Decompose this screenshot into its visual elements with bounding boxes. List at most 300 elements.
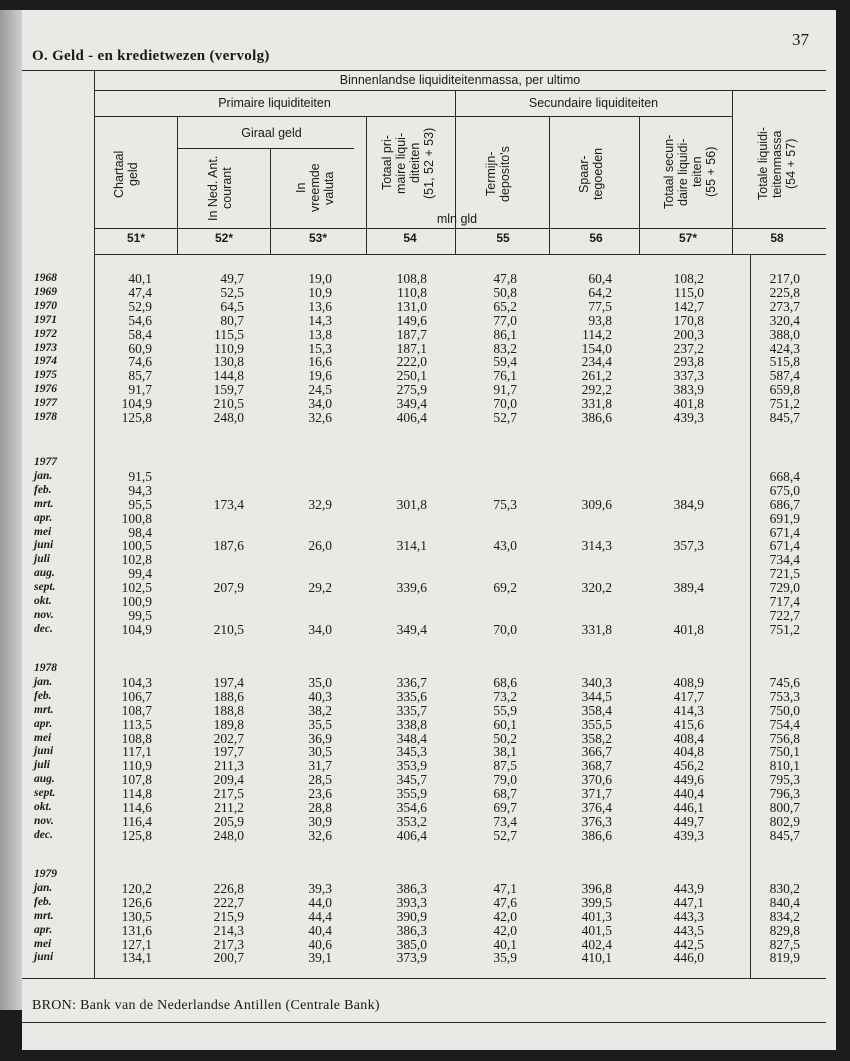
table-cell: 187,7 <box>396 326 427 342</box>
table-cell: 73,2 <box>493 688 517 704</box>
table-cell: 750,0 <box>769 702 800 718</box>
table-cell: 686,7 <box>769 496 800 512</box>
table-cell: 47,1 <box>493 880 517 896</box>
table-cell: 339,6 <box>396 580 427 596</box>
table-cell: 58,4 <box>128 326 152 342</box>
table-cell: 721,5 <box>769 566 800 582</box>
col-number-55: 55 <box>496 231 510 245</box>
table-cell: 214,3 <box>213 922 244 938</box>
table-cell: 40,3 <box>308 688 332 704</box>
table-cell: 16,6 <box>308 354 332 370</box>
table-cell: 237,2 <box>673 340 704 356</box>
table-cell: 415,6 <box>673 716 704 732</box>
table-cell: 845,7 <box>769 827 800 843</box>
header-main: Binnenlandse liquiditeitenmassa, per ultimo <box>339 73 581 87</box>
table-cell: 756,8 <box>769 730 800 746</box>
table-cell: 39,1 <box>308 950 332 966</box>
table-cell: 384,9 <box>673 496 704 512</box>
row-label: juni <box>34 951 54 964</box>
table-cell: 211,2 <box>214 800 244 815</box>
table-cell: 675,0 <box>769 482 800 498</box>
table-cell: 335,6 <box>396 688 427 704</box>
table-cell: 77,5 <box>588 298 612 314</box>
previous-page-edge <box>0 10 22 1010</box>
table-cell: 189,8 <box>213 716 244 732</box>
col-number-56: 56 <box>589 231 603 245</box>
table-cell: 515,8 <box>769 354 800 370</box>
header-main-rule <box>94 90 826 91</box>
table-cell: 32,6 <box>308 410 332 425</box>
table-cell: 210,5 <box>213 396 244 412</box>
table-cell: 69,7 <box>493 800 517 815</box>
table-cell: 24,5 <box>308 382 332 398</box>
col-53-label: In vreemde valuta <box>294 163 336 213</box>
table-cell: 38,2 <box>308 702 332 718</box>
table-cell: 446,0 <box>673 950 704 966</box>
col-number-58: 58 <box>770 231 784 245</box>
table-cell: 30,5 <box>308 744 332 760</box>
row-label: apr. <box>34 923 53 936</box>
table-cell: 386,3 <box>396 922 427 938</box>
table-cell: 373,9 <box>396 950 427 966</box>
table-cell: 64,2 <box>588 284 612 300</box>
table-cell: 32,9 <box>308 496 332 512</box>
table-cell: 401,8 <box>673 396 704 412</box>
table-cell: 60,1 <box>493 716 517 732</box>
table-cell: 354,6 <box>396 800 427 815</box>
col-number-51: 51* <box>126 231 146 245</box>
table-cell: 93,8 <box>588 312 612 328</box>
table-cell: 337,3 <box>673 368 704 384</box>
table-cell: 355,5 <box>581 716 612 732</box>
table-cell: 42,0 <box>493 922 517 938</box>
table-cell: 68,6 <box>493 674 517 690</box>
row-label: apr. <box>34 511 53 524</box>
table-cell: 110,9 <box>214 340 244 356</box>
table-cell: 408,9 <box>673 674 704 690</box>
table-cell: 668,4 <box>769 468 800 484</box>
row-label: apr. <box>34 717 53 730</box>
table-cell: 370,6 <box>581 772 612 788</box>
col-sep-3 <box>366 116 367 254</box>
table-cell: 376,3 <box>581 813 612 829</box>
table-cell: 293,8 <box>673 354 704 370</box>
table-cell: 60,9 <box>128 340 152 356</box>
header-secondary: Secundaire liquiditeiten <box>528 96 659 110</box>
table-cell: 751,2 <box>769 396 800 412</box>
table-cell: 800,7 <box>769 800 800 815</box>
table-cell: 401,5 <box>581 922 612 938</box>
table-cell: 404,8 <box>673 744 704 760</box>
table-cell: 819,9 <box>769 950 800 966</box>
table-cell: 659,8 <box>769 382 800 398</box>
col-55-label: Termijn- deposito's <box>484 146 512 202</box>
table-cell: 99,4 <box>128 566 152 582</box>
table-cell: 60,4 <box>588 271 612 286</box>
giraal-rule <box>177 148 354 149</box>
table-cell: 108,8 <box>396 271 427 286</box>
table-cell: 446,1 <box>673 800 704 815</box>
year-heading: 1977 <box>34 456 57 468</box>
table-cell: 796,3 <box>769 786 800 802</box>
table-cell: 134,1 <box>121 950 152 966</box>
table-cell: 449,6 <box>673 772 704 788</box>
header-primary: Primaire liquiditeiten <box>218 96 331 110</box>
table-cell: 125,8 <box>121 827 152 843</box>
table-cell: 210,5 <box>213 621 244 637</box>
table-cell: 671,4 <box>769 524 800 540</box>
table-cell: 722,7 <box>769 607 800 623</box>
table-cell: 386,3 <box>396 880 427 896</box>
row-label: mrt. <box>34 497 54 510</box>
table-cell: 52,7 <box>493 410 517 425</box>
table-cell: 371,7 <box>581 786 612 802</box>
table-cell: 83,2 <box>493 340 517 356</box>
row-label: 1972 <box>34 327 57 340</box>
col-number-54: 54 <box>403 231 417 245</box>
table-cell: 442,5 <box>673 936 704 952</box>
table-cell: 100,8 <box>121 510 152 526</box>
table-cell: 73,4 <box>493 813 517 829</box>
unit-label: mln gld <box>436 212 478 226</box>
table-cell: 120,2 <box>121 880 152 896</box>
table-cell: 77,0 <box>493 312 517 328</box>
table-cell: 154,0 <box>581 340 612 356</box>
table-cell: 331,8 <box>581 621 612 637</box>
table-cell: 587,4 <box>769 368 800 384</box>
table-cell: 345,7 <box>396 772 427 788</box>
row-label: feb. <box>34 483 52 496</box>
table-cell: 38,1 <box>493 744 517 760</box>
row-label: 1978 <box>34 411 57 423</box>
row-label: aug. <box>34 773 55 786</box>
table-cell: 386,6 <box>581 827 612 843</box>
table-cell: 248,0 <box>213 410 244 425</box>
table-cell: 389,4 <box>673 580 704 596</box>
table-cell: 301,8 <box>396 496 427 512</box>
col-58-label: Totale liquidi- teitenmassa (54 + 57) <box>756 127 798 201</box>
table-cell: 410,1 <box>581 950 612 966</box>
table-cell: 197,7 <box>213 744 244 760</box>
row-label: juli <box>34 759 50 772</box>
table-cell: 52,7 <box>493 827 517 843</box>
year-heading: 1978 <box>34 662 57 674</box>
table-cell: 40,1 <box>128 271 152 286</box>
table-cell: 211,3 <box>214 758 244 774</box>
table-cell: 13,8 <box>308 326 332 342</box>
table-cell: 108,7 <box>121 702 152 718</box>
table-cell: 205,9 <box>213 813 244 829</box>
table-cell: 217,0 <box>769 271 800 286</box>
table-cell: 19,6 <box>308 368 332 384</box>
table-cell: 47,4 <box>128 284 152 300</box>
table-cell: 187,1 <box>396 340 427 356</box>
col-sep-5 <box>549 116 550 254</box>
row-label: nov. <box>34 814 54 827</box>
table-cell: 447,1 <box>673 894 704 910</box>
row-label: okt. <box>34 595 52 607</box>
table-cell: 32,6 <box>308 827 332 843</box>
table-cell: 102,8 <box>121 552 152 568</box>
table-cell: 309,6 <box>581 496 612 512</box>
col-number-53: 53* <box>308 231 328 245</box>
table-cell: 399,5 <box>581 894 612 910</box>
table-cell: 443,5 <box>673 922 704 938</box>
table-cell: 87,5 <box>493 758 517 774</box>
table-cell: 336,7 <box>396 674 427 690</box>
table-cell: 408,4 <box>673 730 704 746</box>
table-cell: 188,6 <box>213 688 244 704</box>
table-cell: 70,0 <box>493 621 517 637</box>
table-cell: 344,5 <box>581 688 612 704</box>
table-cell: 368,7 <box>581 758 612 774</box>
table-cell: 127,1 <box>121 936 152 952</box>
table-cell: 59,4 <box>493 354 517 370</box>
row-label: dec. <box>34 828 53 841</box>
table-cell: 50,8 <box>493 284 517 300</box>
row-label: 1974 <box>34 355 57 368</box>
table-cell: 331,8 <box>581 396 612 412</box>
table-cell: 207,9 <box>213 580 244 596</box>
table-cell: 753,3 <box>769 688 800 704</box>
table-cell: 345,3 <box>396 744 427 760</box>
table-cell: 439,3 <box>673 410 704 425</box>
table-cell: 402,4 <box>581 936 612 952</box>
table-cell: 44,4 <box>308 908 332 924</box>
table-cell: 95,5 <box>128 496 152 512</box>
table-cell: 13,6 <box>308 298 332 314</box>
table-cell: 830,2 <box>769 880 800 896</box>
table-cell: 79,0 <box>493 772 517 788</box>
table-cell: 795,3 <box>769 772 800 788</box>
row-label: 1976 <box>34 383 57 396</box>
table-cell: 366,7 <box>581 744 612 760</box>
table-cell: 35,5 <box>308 716 332 732</box>
table-cell: 159,7 <box>213 382 244 398</box>
table-cell: 36,9 <box>308 730 332 746</box>
table-cell: 320,4 <box>769 312 800 328</box>
col-57-label: Totaal secun- daire liquidi- teiten (55 + 56) <box>662 134 718 210</box>
table-cell: 348,4 <box>396 730 427 746</box>
row-label: feb. <box>34 895 52 908</box>
table-cell: 449,7 <box>673 813 704 829</box>
table-cell: 320,2 <box>581 580 612 596</box>
table-cell: 104,3 <box>121 674 152 690</box>
table-cell: 85,7 <box>128 368 152 384</box>
row-label: 1973 <box>34 341 57 354</box>
table-cell: 35,9 <box>493 950 517 966</box>
table-cell: 338,8 <box>396 716 427 732</box>
row-label: jan. <box>34 675 53 688</box>
table-cell: 115,0 <box>674 284 704 300</box>
table-cell: 75,3 <box>493 496 517 512</box>
table-cell: 76,1 <box>493 368 517 384</box>
table-cell: 43,0 <box>493 538 517 554</box>
table-cell: 200,3 <box>673 326 704 342</box>
table-cell: 754,4 <box>769 716 800 732</box>
table-cell: 52,9 <box>128 298 152 314</box>
table-cell: 142,7 <box>673 298 704 314</box>
table-cell: 35,0 <box>308 674 332 690</box>
row-label: mei <box>34 731 52 744</box>
table-cell: 349,4 <box>396 621 427 637</box>
document-page <box>22 10 836 1050</box>
table-cell: 188,8 <box>213 702 244 718</box>
row-label: 1977 <box>34 397 57 410</box>
table-cell: 443,9 <box>673 880 704 896</box>
table-cell: 717,4 <box>769 594 800 609</box>
table-cell: 130,8 <box>213 354 244 370</box>
table-cell: 217,3 <box>213 936 244 952</box>
table-cell: 802,9 <box>769 813 800 829</box>
table-cell: 250,1 <box>396 368 427 384</box>
table-cell: 19,0 <box>308 271 332 286</box>
table-cell: 40,6 <box>308 936 332 952</box>
table-cell: 70,0 <box>493 396 517 412</box>
table-cell: 197,4 <box>213 674 244 690</box>
table-cell: 10,9 <box>308 284 332 300</box>
section-title: O. Geld - en kredietwezen (vervolg) <box>32 48 270 64</box>
table-cell: 340,3 <box>581 674 612 690</box>
table-cell: 55,9 <box>493 702 517 718</box>
table-cell: 388,0 <box>769 326 800 342</box>
table-cell: 376,4 <box>581 800 612 815</box>
table-cell: 47,6 <box>493 894 517 910</box>
table-cell: 110,9 <box>122 758 152 774</box>
table-cell: 125,8 <box>121 410 152 425</box>
table-cell: 15,3 <box>308 340 332 356</box>
table-cell: 406,4 <box>396 410 427 425</box>
table-cell: 810,1 <box>769 758 800 774</box>
table-cell: 226,8 <box>213 880 244 896</box>
table-cell: 353,9 <box>396 758 427 774</box>
table-cell: 691,9 <box>769 510 800 526</box>
table-cell: 261,2 <box>581 368 612 384</box>
table-cell: 845,7 <box>769 410 800 425</box>
row-label: 1970 <box>34 299 57 312</box>
col-sep-7 <box>732 90 733 254</box>
table-cell: 358,2 <box>581 730 612 746</box>
year-heading: 1979 <box>34 868 57 880</box>
table-cell: 44,0 <box>308 894 332 910</box>
col-51-label: Chartaal geld <box>112 150 140 198</box>
table-cell: 28,5 <box>308 772 332 788</box>
table-cell: 386,6 <box>581 410 612 425</box>
table-cell: 275,9 <box>396 382 427 398</box>
table-cell: 34,0 <box>308 396 332 412</box>
table-cell: 26,0 <box>308 538 332 554</box>
table-cell: 116,4 <box>122 813 152 829</box>
col-sep-4 <box>455 90 456 254</box>
table-cell: 50,2 <box>493 730 517 746</box>
row-label: nov. <box>34 608 54 621</box>
table-cell: 292,2 <box>581 382 612 398</box>
table-cell: 91,5 <box>128 468 152 484</box>
table-cell: 385,0 <box>396 936 427 952</box>
row-label: okt. <box>34 801 52 813</box>
table-cell: 217,5 <box>213 786 244 802</box>
table-cell: 390,9 <box>396 908 427 924</box>
table-cell: 106,7 <box>121 688 152 704</box>
table-cell: 104,9 <box>121 621 152 637</box>
row-label: mei <box>34 525 52 538</box>
table-cell: 222,7 <box>213 894 244 910</box>
table-cell: 108,8 <box>121 730 152 746</box>
col-number-57: 57* <box>678 231 698 245</box>
col-sep-2 <box>270 148 271 254</box>
table-cell: 91,7 <box>493 382 517 398</box>
row-label: dec. <box>34 622 53 635</box>
col-52-label: In Ned. Ant. courant <box>206 155 234 221</box>
header-sub-rule <box>94 116 732 117</box>
row-label: sept. <box>34 787 56 800</box>
table-cell: 456,2 <box>673 758 704 774</box>
table-cell: 414,3 <box>673 702 704 718</box>
table-cell: 200,7 <box>213 950 244 966</box>
table-cell: 396,8 <box>581 880 612 896</box>
table-cell: 40,4 <box>308 922 332 938</box>
table-cell: 353,2 <box>396 813 427 829</box>
row-label: jan. <box>34 881 53 894</box>
table-cell: 98,4 <box>128 524 152 540</box>
table-cell: 202,7 <box>213 730 244 746</box>
row-label: 1971 <box>34 313 57 326</box>
table-cell: 100,5 <box>121 538 152 554</box>
table-cell: 401,8 <box>673 621 704 637</box>
table-cell: 113,5 <box>122 716 152 732</box>
table-cell: 114,6 <box>122 800 152 815</box>
table-cell: 401,3 <box>581 908 612 924</box>
table-cell: 750,1 <box>769 744 800 760</box>
colnum-rule <box>94 254 826 255</box>
table-cell: 248,0 <box>213 827 244 843</box>
table-cell: 173,4 <box>213 496 244 512</box>
table-cell: 234,4 <box>581 354 612 370</box>
table-cell: 104,9 <box>121 396 152 412</box>
table-cell: 108,2 <box>673 271 704 286</box>
table-cell: 68,7 <box>493 786 517 802</box>
table-cell: 729,0 <box>769 580 800 596</box>
table-cell: 86,1 <box>493 326 517 342</box>
table-cell: 187,6 <box>213 538 244 554</box>
source-note: BRON: Bank van de Nederlandse Antillen (Centrale Bank) <box>32 998 380 1013</box>
table-cell: 114,2 <box>582 326 612 342</box>
table-cell: 439,3 <box>673 827 704 843</box>
table-cell: 99,5 <box>128 607 152 623</box>
table-cell: 131,0 <box>396 298 427 314</box>
table-cell: 734,4 <box>769 552 800 568</box>
table-cell: 49,7 <box>220 271 244 286</box>
table-cell: 144,8 <box>213 368 244 384</box>
table-cell: 417,7 <box>673 688 704 704</box>
table-cell: 30,9 <box>308 813 332 829</box>
table-cell: 393,3 <box>396 894 427 910</box>
table-cell: 170,8 <box>673 312 704 328</box>
table-cell: 222,0 <box>396 354 427 370</box>
header-giraal: Giraal geld <box>241 126 302 140</box>
table-cell: 130,5 <box>121 908 152 924</box>
table-cell: 314,1 <box>396 538 427 554</box>
table-cell: 39,3 <box>308 880 332 896</box>
table-cell: 64,5 <box>220 298 244 314</box>
table-cell: 440,4 <box>673 786 704 802</box>
row-label: mrt. <box>34 909 54 922</box>
col-54-label: Totaal pri- maire liqui- diteiten (51, 52 + 53) <box>380 127 436 199</box>
header-top-rule <box>22 70 826 71</box>
table-cell: 52,5 <box>220 284 244 300</box>
source-rule <box>22 1022 826 1023</box>
table-cell: 74,6 <box>128 354 152 370</box>
